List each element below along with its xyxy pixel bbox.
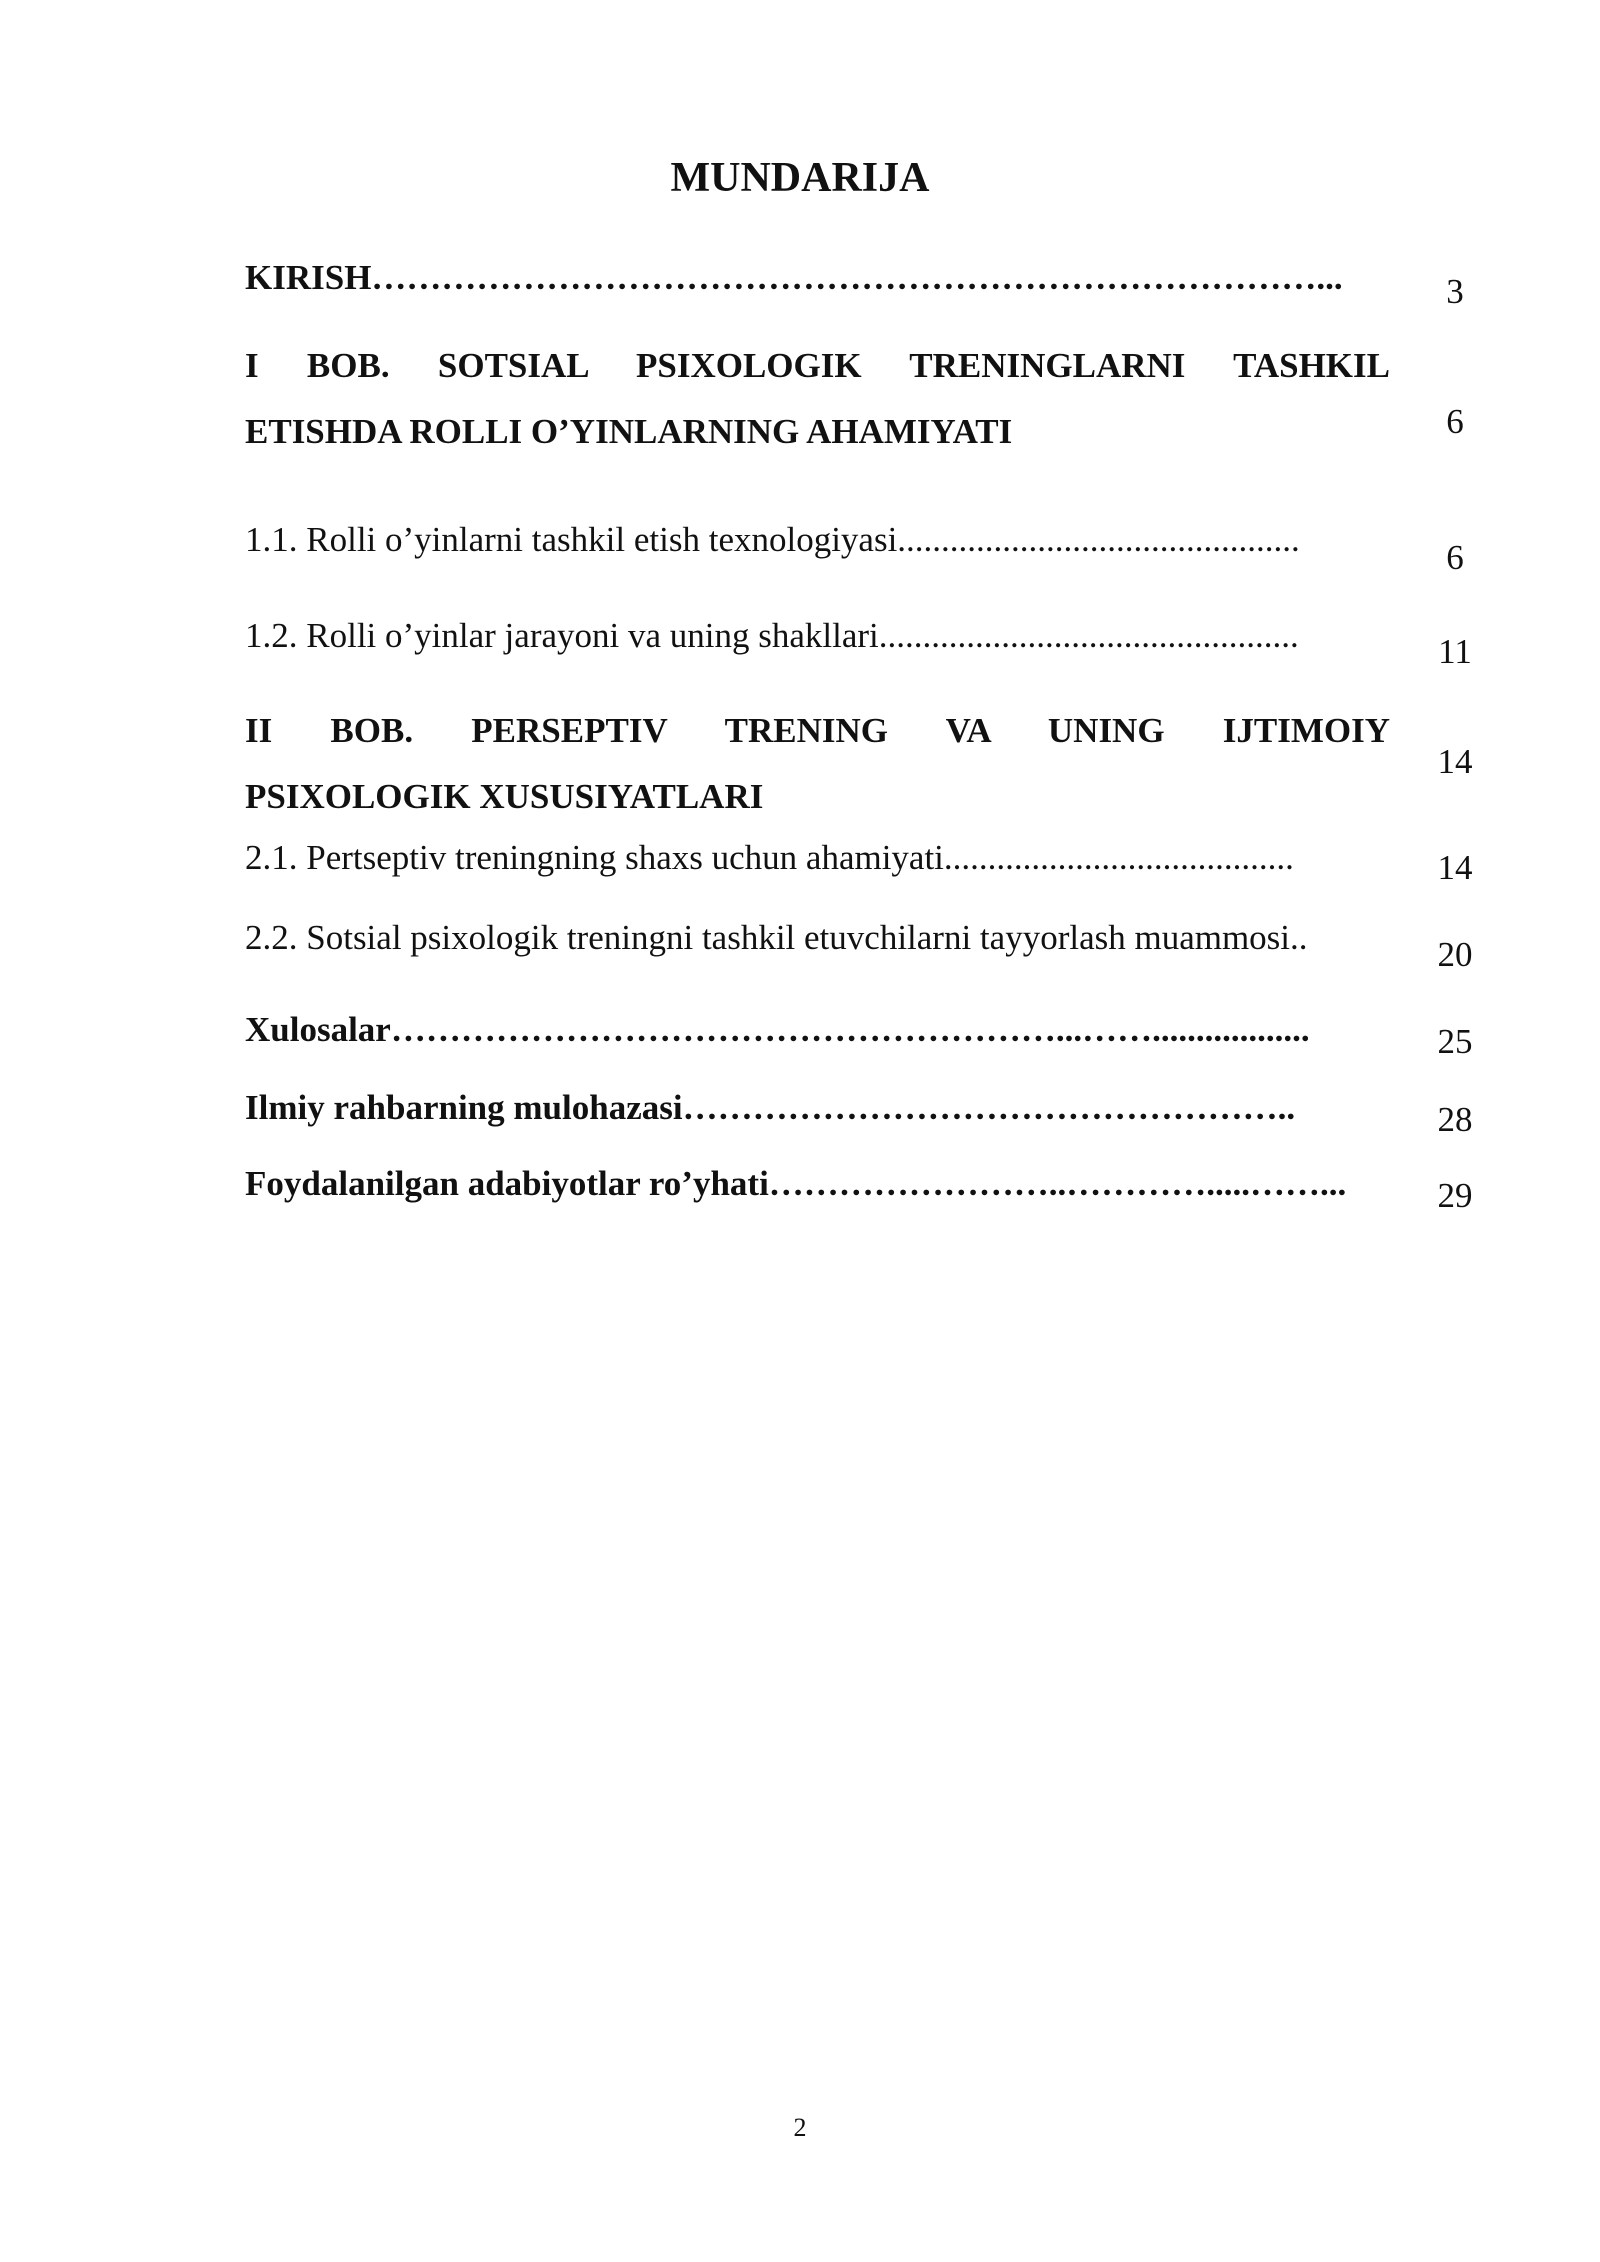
toc-entry-label: Ilmiy rahbarning mulohazasi…………………………………………….. <box>245 1088 1296 1127</box>
toc-entry-label: 2.2. Sotsial psixologik treningni tashkil etuvchilarni tayyorlash muammosi.. <box>245 918 1308 957</box>
toc-chapter-heading-line: PSIXOLOGIK XUSUSIYATLARI <box>245 777 764 816</box>
toc-chapter-heading-line: II BOB. PERSEPTIV TRENING VA UNING IJTIMOIY <box>245 711 1390 750</box>
toc-page-number: 11 <box>1438 632 1472 671</box>
toc-page-number: 20 <box>1437 935 1473 974</box>
toc-chapter-heading-line: ETISHDA ROLLI O’YINLARNING AHAMIYATI <box>245 412 1013 451</box>
toc-page-number: 14 <box>1437 742 1473 781</box>
toc-chapter-heading <box>245 698 1390 830</box>
toc-entry-label: 1.1. Rolli o’yinlarni tashkil etish texnologiyasi.............................................. <box>245 520 1300 559</box>
toc-page-number: 25 <box>1437 1022 1473 1061</box>
toc-page-number: 6 <box>1446 538 1464 577</box>
page-title: MUNDARIJA <box>670 155 930 201</box>
toc-entry-label: 1.2. Rolli o’yinlar jarayoni va uning shakllari................................................ <box>245 616 1299 655</box>
toc-page-number: 3 <box>1446 272 1464 311</box>
toc-page-number: 14 <box>1437 848 1473 887</box>
toc-page-number: 28 <box>1437 1100 1473 1139</box>
toc-chapter-heading <box>245 333 1390 465</box>
toc-entry-label: KIRISH………………………………………………………………………... <box>245 258 1343 297</box>
toc-entry-label: Foydalanilgan adabiyotlar ro’yhati……………………..………….....……... <box>245 1164 1347 1203</box>
footer-page-number: 2 <box>793 2113 807 2142</box>
toc-chapter-heading-line: I BOB. SOTSIAL PSIXOLOGIK TRENINGLARNI TASHKIL <box>245 346 1390 385</box>
toc-page-number: 29 <box>1437 1176 1473 1215</box>
toc-page-number: 6 <box>1446 402 1464 441</box>
toc-entry-label: 2.1. Pertseptiv treningning shaxs uchun ahamiyati........................................ <box>245 838 1294 877</box>
toc-entry-label: Xulosalar…………………………………………………...…….................. <box>245 1010 1310 1049</box>
